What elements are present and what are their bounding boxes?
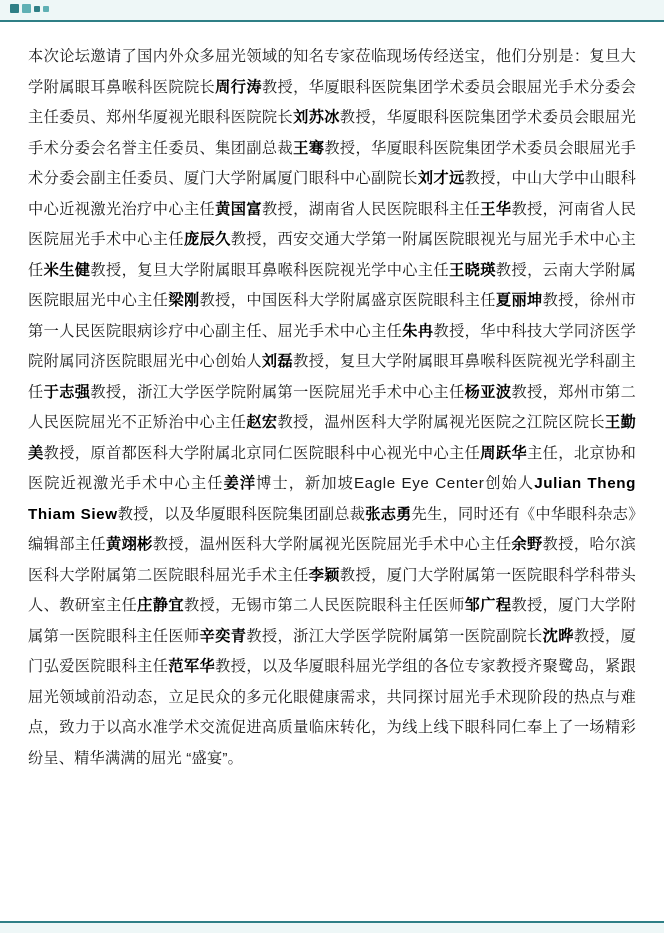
paragraph-text: 教授，厦门大学附属第一医院眼科学科带头人、教研室主任 <box>28 566 636 614</box>
paragraph-text: Eagle Eye Center <box>353 475 485 492</box>
expert-name: 庞辰久 <box>183 231 231 248</box>
expert-name: 姜洋 <box>223 475 257 492</box>
expert-name: Julian Theng Thiam Siew <box>28 475 636 523</box>
expert-name: 朱冉 <box>402 322 434 340</box>
expert-name: 周跃华 <box>480 444 528 462</box>
expert-name: 辛奕青 <box>199 627 247 645</box>
paragraph-text: 主任，北京协和医院近视激光手术中心主任 <box>28 444 637 492</box>
header-band <box>0 0 664 22</box>
expert-name: 王勤美 <box>28 414 636 462</box>
article-body <box>28 42 636 902</box>
paragraph-text: 教授，厦门大学附属第一医院眼科主任医师 <box>28 597 637 645</box>
paragraph-text: 博士，新加坡 <box>256 475 354 492</box>
expert-name: 黄国富 <box>215 200 262 218</box>
expert-name: 周行涛 <box>215 78 262 96</box>
paragraph-text: 教授，华厦眼科医院集团学术委员会眼屈光手术分委会主任委员、郑州华厦视光眼科医院院长 <box>28 78 636 126</box>
paragraph-text: 教授，厦门弘爱医院眼科主任 <box>28 627 637 675</box>
expert-name: 王骞 <box>293 139 325 157</box>
paragraph-text: 先生，同时还有《中华眼科杂志》编辑部主任 <box>28 505 636 553</box>
paragraph-text: 教授，复旦大学附属眼耳鼻喉科医院视光学中心主任 <box>90 261 450 279</box>
paragraph-text: 教授，复旦大学附属眼耳鼻喉科医院视光学科副主任 <box>28 353 637 401</box>
paragraph-text: 教授，以及华厦眼科医院集团副总裁 <box>117 505 366 523</box>
paragraph-text: 教授，中山大学中山眼科中心近视激光治疗中心主任 <box>28 170 637 218</box>
expert-name: 梁刚 <box>168 292 200 309</box>
expert-name: 王华 <box>480 200 512 218</box>
paragraph-text: 教授，西安交通大学第一附属医院眼视光与屈光手术中心主任 <box>28 231 637 279</box>
paragraph-text: 教授，徐州市第一人民医院眼病诊疗中心副主任、屈光手术中心主任 <box>28 292 637 340</box>
paragraph-text: 教授，中国医科大学附属盛京医院眼科主任 <box>199 292 496 309</box>
paragraph-text: 教授，华厦眼科医院集团学术委员会眼屈光手术分委会名誉主任委员、集团副总裁 <box>28 109 636 157</box>
paragraph-text: 教授，无锡市第二人民医院眼科主任医师 <box>183 597 465 614</box>
expert-name: 张志勇 <box>365 505 412 523</box>
expert-name: 夏丽坤 <box>495 292 543 309</box>
expert-name: 邹广程 <box>464 597 512 614</box>
paragraph-text: 教授，华厦眼科医院集团学术委员会眼屈光手术分委会副主任委员、厦门大学附属厦门眼科中心副院长 <box>28 139 637 187</box>
paragraph-text: 教授，华中科技大学同济医学院附属同济医院眼屈光中心创始人 <box>28 322 636 370</box>
expert-name: 赵宏 <box>246 414 278 431</box>
paragraph-text: 教授，湖南省人民医院眼科主任 <box>261 200 481 218</box>
expert-name: 庄静宜 <box>137 597 184 614</box>
paragraph-text: 本次论坛邀请了国内外众多屈光领域的知名专家莅临现场传经送宝，他们分别是：复旦大学附属眼耳鼻喉科医院院长 <box>28 48 636 96</box>
paragraph-text: 教授，哈尔滨医科大学附属第二医院眼科屈光手术主任 <box>28 536 637 584</box>
expert-name: 刘磊 <box>261 353 294 370</box>
paragraph-text: 教授，以及华厦眼科屈光学组的各位专家教授齐聚鹭岛，紧跟屈光领域前沿动态，立足民众的多元化眼健康需求，共同探讨屈光手术现阶段的热点与难点，致力于以高水准学术交流促进高质量临床转化，为线上线下眼科同仁奉上了一场精彩纷呈、精华满满的屈光 “盛宴”。 <box>28 658 636 767</box>
paragraph-text: 教授，浙江大学医学院附属第一医院屈光手术中心主任 <box>90 383 465 401</box>
expert-name: 刘才远 <box>417 170 465 187</box>
logo-tile-3 <box>34 6 40 12</box>
paragraph-text: 教授，温州医科大学附属视光医院屈光手术中心主任 <box>152 536 512 553</box>
expert-name: 余野 <box>511 536 543 553</box>
expert-name: 杨亚波 <box>464 383 512 401</box>
expert-name: 范军华 <box>168 658 216 675</box>
expert-name: 王晓瑛 <box>449 261 496 279</box>
paragraph-text: 教授，郑州市第二人民医院屈光不正矫治中心主任 <box>28 383 637 431</box>
expert-name: 米生健 <box>43 261 91 279</box>
footer-band <box>0 923 664 933</box>
logo-tile-1 <box>10 4 19 13</box>
logo-tile-2 <box>22 4 31 13</box>
expert-name: 李颖 <box>308 566 340 584</box>
paragraph-text: 教授，温州医科大学附属视光医院之江院区院长 <box>277 414 606 431</box>
paragraph-text: 教授，云南大学附属医院眼屈光中心主任 <box>28 261 637 309</box>
paragraph-text: 教授，浙江大学医学院附属第一医院副院长 <box>246 627 543 645</box>
paragraph-text: 教授，原首都医科大学附属北京同仁医院眼科中心视光中心主任 <box>43 444 481 462</box>
article-paragraph <box>28 42 636 774</box>
logo-tile-4 <box>43 6 49 12</box>
paragraph-text: 教授，河南省人民医院屈光手术中心主任 <box>28 200 637 248</box>
expert-name: 沈晔 <box>542 627 574 645</box>
expert-name: 于志强 <box>43 383 91 401</box>
teal-square-logo <box>10 4 49 13</box>
expert-name: 黄翊彬 <box>105 536 153 553</box>
paragraph-text: 创始人 <box>484 475 535 492</box>
expert-name: 刘苏冰 <box>293 109 340 126</box>
header-divider <box>0 20 664 22</box>
